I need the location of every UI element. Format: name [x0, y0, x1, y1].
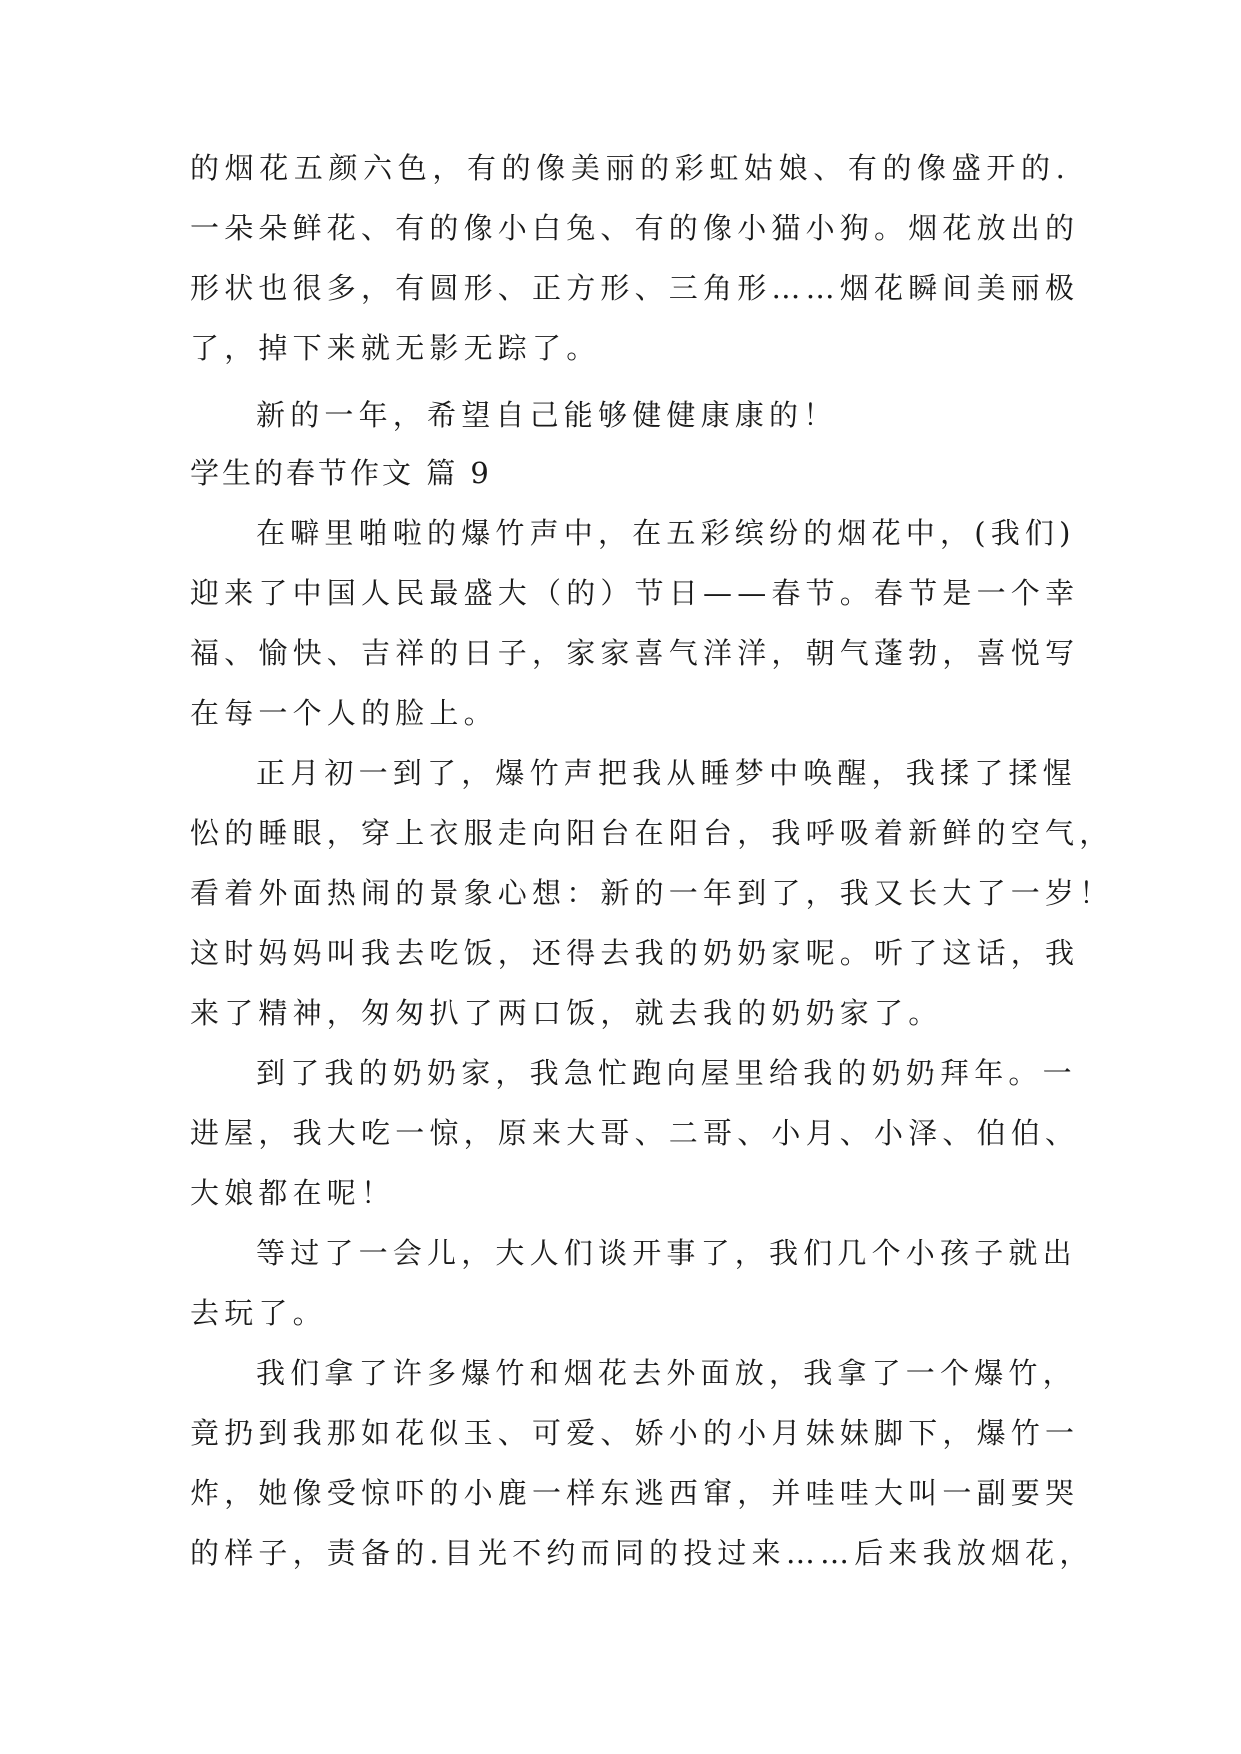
paragraph-line: 大娘都在呢！ — [190, 1176, 396, 1210]
paragraph-line: 迎来了中国人民最盛大（的）节日——春节。春节是一个幸 — [190, 576, 1080, 610]
paragraph-line: 正月初一到了，爆竹声把我从睡梦中唤醒，我揉了揉惺 — [256, 756, 1077, 790]
paragraph-line: 这时妈妈叫我去吃饭，还得去我的奶奶家呢。听了这话，我 — [190, 936, 1080, 970]
paragraph-line: 忪的睡眼，穿上衣服走向阳台在阳台，我呼吸着新鲜的空气， — [190, 816, 1114, 850]
paragraph-line: 炸，她像受惊吓的小鹿一样东逃西窜，并哇哇大叫一副要哭 — [190, 1476, 1080, 1510]
paragraph-line: 看着外面热闹的景象心想：新的一年到了，我又长大了一岁！ — [190, 876, 1114, 910]
paragraph-line: 等过了一会儿，大人们谈开事了，我们几个小孩子就出 — [256, 1236, 1077, 1270]
paragraph-line: 形状也很多，有圆形、正方形、三角形……烟花瞬间美丽极 — [190, 271, 1080, 305]
paragraph-line: 在噼里啪啦的爆竹声中，在五彩缤纷的烟花中，(我们) — [256, 516, 1076, 550]
paragraph-line: 来了精神，匆匆扒了两口饭，就去我的奶奶家了。 — [190, 996, 943, 1030]
paragraph-line: 到了我的奶奶家，我急忙跑向屋里给我的奶奶拜年。一 — [256, 1056, 1077, 1090]
paragraph-line: 一朵朵鲜花、有的像小白兔、有的像小猫小狗。烟花放出的 — [190, 211, 1080, 245]
paragraph-line: 了，掉下来就无影无踪了。 — [190, 331, 601, 365]
paragraph-line: 去玩了。 — [190, 1296, 327, 1330]
paragraph-line: 我们拿了许多爆竹和烟花去外面放，我拿了一个爆竹， — [256, 1356, 1077, 1390]
paragraph-line: 的样子，责备的.目光不约而同的投过来……后来我放烟花， — [190, 1536, 1094, 1570]
section-heading: 学生的春节作文 篇 9 — [190, 456, 492, 490]
paragraph-line: 在每一个人的脸上。 — [190, 696, 498, 730]
paragraph-line: 竟扔到我那如花似玉、可爱、娇小的小月妹妹脚下，爆竹一 — [190, 1416, 1080, 1450]
paragraph-line: 的烟花五颜六色，有的像美丽的彩虹姑娘、有的像盛开的. — [190, 151, 1070, 185]
paragraph-line: 新的一年，希望自己能够健健康康的！ — [256, 398, 838, 432]
paragraph-line: 进屋，我大吃一惊，原来大哥、二哥、小月、小泽、伯伯、 — [190, 1116, 1080, 1150]
paragraph-line: 福、愉快、吉祥的日子，家家喜气洋洋，朝气蓬勃，喜悦写 — [190, 636, 1080, 670]
